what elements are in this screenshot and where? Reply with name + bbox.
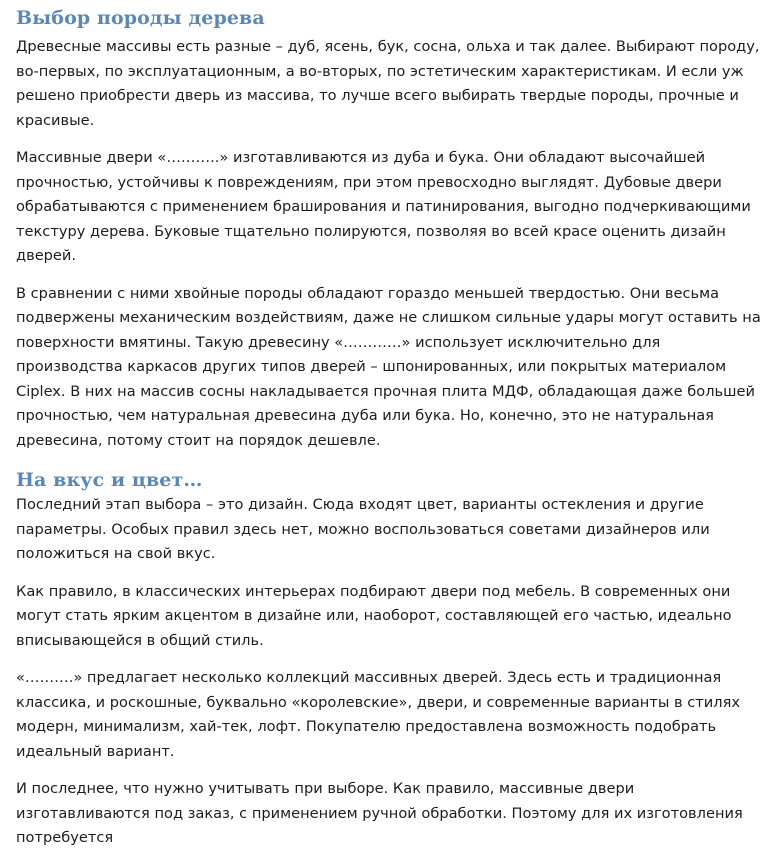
paragraph: Массивные двери «………..» изготавливаются из дуба и бука. Они обладают высочайшей прочностью, устойчивы к повреждениям, при этом превосходно выглядят. Дубовые двери обрабатываются с применением браширования и патинирования, выгодно подчеркивающими текстуру дерева. Буковые тщательно полируются, позволяя во всей красе оценить дизайн дверей. <box>16 149 751 264</box>
paragraph: Древесные массивы есть разные – дуб, ясень, бук, сосна, ольха и так далее. Выбирают породу, во-первых, по эксплуатационным, а во-вторых, по эстетическим характеристикам. И если уж решено приобрести дверь из массива, то лучше всего выбирать твердые породы, прочные и красивые. <box>16 38 760 129</box>
paragraph: В сравнении с ними хвойные породы обладают гораздо меньшей твердостью. Они весьма подвержены механическим воздействиям, даже не слишком сильные удары могут оставить на поверхности вмятины. Такую древесину «…………» использует исключительно для производства каркасов других типов дверей – шпонированных, или покрытых материалом Ciplex. В них на массив сосны накладывается прочная плита МДФ, обладающая даже большей прочностью, чем натуральная древесина дуба или бука. Но, конечно, это не натуральная древесина, потому стоит на порядок дешевле. <box>16 284 761 449</box>
paragraph: Последний этап выбора – это дизайн. Сюда входят цвет, варианты остекления и другие параметры. Особых правил здесь нет, можно воспользоваться советами дизайнеров или положиться на свой вкус. <box>16 496 710 562</box>
paragraph: «……….» предлагает несколько коллекций массивных дверей. Здесь есть и традиционная классика, и роскошные, буквально «королевские», двери, и современные варианты в стилях модерн, минимализм, хай-тек, лофт. Покупателю предоставлена возможность подобрать идеальный вариант. <box>16 669 740 760</box>
document-body <box>16 0 766 864</box>
paragraph: И последнее, что нужно учитывать при выборе. Как правило, массивные двери изготавливаются под заказ, с применением ручной обработки. Поэтому для их изготовления потребуется <box>16 780 743 846</box>
paragraph: Как правило, в классических интерьерах подбирают двери под мебель. В современных они могут стать ярким акцентом в дизайне или, наоборот, составляющей его частью, идеально вписывающейся в общий стиль. <box>16 582 732 649</box>
heading-wood-choice: Выбор породы дерева <box>16 7 265 29</box>
heading-taste-and-color: На вкус и цвет… <box>16 469 203 491</box>
section-taste-and-color <box>16 468 766 851</box>
section-wood-choice <box>16 6 766 453</box>
